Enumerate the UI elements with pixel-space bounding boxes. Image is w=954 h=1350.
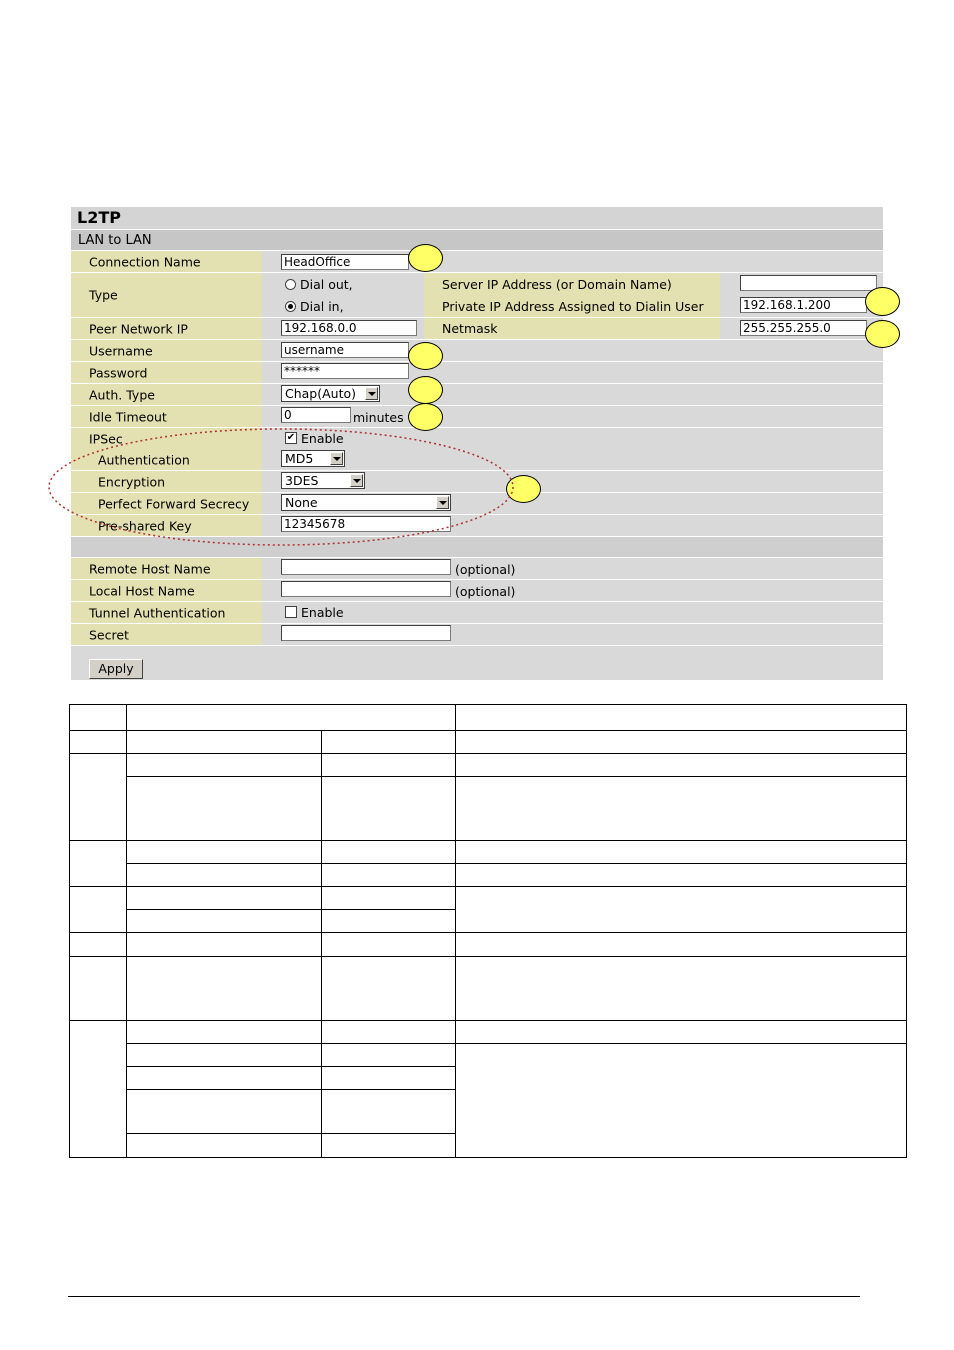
ipsec-enable-label: Enable	[301, 431, 344, 446]
callout-marker	[865, 287, 900, 316]
section-title: LAN to LAN	[78, 233, 152, 248]
username-label: Username	[89, 343, 153, 358]
ipsec-enable-checkbox[interactable]: ✔	[286, 432, 296, 443]
server-ip-label: Server IP Address (or Domain Name)	[442, 277, 672, 292]
row-local-host	[71, 580, 883, 601]
row-connection-name	[71, 251, 883, 272]
row-peer-network-ip	[71, 318, 883, 339]
type-subfield-labels	[424, 273, 720, 317]
netmask-label: Netmask	[442, 321, 498, 336]
idle-timeout-unit: minutes	[353, 410, 404, 425]
authentication-value: MD5	[285, 451, 314, 466]
row-auth-type	[71, 384, 883, 405]
preshared-key-input[interactable]: 12345678	[281, 516, 451, 532]
chevron-down-icon	[365, 387, 378, 400]
type-label: Type	[89, 287, 118, 303]
pfs-label: Perfect Forward Secrecy	[98, 496, 250, 511]
secret-input[interactable]	[281, 625, 451, 641]
row-remote-host	[71, 558, 883, 579]
auth-type-select[interactable]	[281, 385, 380, 402]
callout-marker	[408, 244, 443, 272]
row-secret	[71, 624, 883, 645]
row-password	[71, 362, 883, 383]
encryption-value: 3DES	[285, 473, 319, 488]
netmask-input[interactable]: 255.255.255.0	[740, 320, 867, 336]
ipsec-highlight-ellipse	[45, 425, 525, 553]
panel-title: L2TP	[77, 208, 121, 227]
dial-in-label: Dial in,	[300, 299, 344, 314]
dial-out-radio[interactable]	[285, 279, 296, 290]
panel-title-bar	[71, 207, 883, 229]
apply-row	[71, 646, 883, 680]
dial-in-radio[interactable]	[285, 301, 296, 312]
section-header	[71, 230, 883, 250]
row-tunnel-auth	[71, 602, 883, 623]
password-input[interactable]: ******	[281, 363, 409, 379]
authentication-label: Authentication	[98, 452, 190, 467]
remote-host-input[interactable]	[281, 559, 451, 575]
username-input[interactable]: username	[281, 342, 409, 358]
auth-type-label: Auth. Type	[89, 387, 155, 402]
tunnel-auth-enable-label: Enable	[301, 605, 344, 620]
password-label: Password	[89, 365, 148, 380]
secret-label: Secret	[89, 627, 129, 642]
tunnel-auth-checkbox[interactable]	[285, 606, 297, 618]
ipsec-label: IPSec	[89, 431, 123, 446]
peer-network-ip-input[interactable]: 192.168.0.0	[281, 320, 417, 336]
footer-divider	[68, 1296, 860, 1297]
callout-marker	[408, 376, 443, 404]
row-username	[71, 340, 883, 361]
server-ip-input[interactable]	[740, 275, 877, 291]
preshared-key-label: Pre-shared Key	[98, 518, 192, 533]
encryption-label: Encryption	[98, 474, 166, 489]
remote-host-hint: (optional)	[455, 562, 516, 577]
private-ip-input[interactable]: 192.168.1.200	[740, 297, 867, 313]
tunnel-auth-label: Tunnel Authentication	[89, 605, 226, 620]
private-ip-label: Private IP Address Assigned to Dialin User	[442, 299, 704, 314]
auth-type-value: Chap(Auto)	[285, 386, 357, 401]
row-idle-timeout	[71, 406, 883, 427]
peer-network-ip-label: Peer Network IP	[89, 321, 188, 336]
local-host-label: Local Host Name	[89, 583, 195, 598]
callout-marker	[408, 342, 443, 370]
row-type	[71, 273, 883, 317]
local-host-input[interactable]	[281, 581, 451, 597]
apply-button[interactable]: Apply	[89, 659, 143, 679]
idle-timeout-label: Idle Timeout	[89, 409, 167, 424]
connection-name-label: Connection Name	[89, 254, 201, 269]
callout-marker	[865, 320, 900, 348]
remote-host-label: Remote Host Name	[89, 561, 211, 576]
description-table	[69, 704, 907, 1158]
dial-out-label: Dial out,	[300, 277, 353, 292]
pfs-value: None	[285, 495, 318, 510]
connection-name-input[interactable]: HeadOffice	[281, 254, 409, 270]
idle-timeout-input[interactable]: 0	[281, 407, 351, 423]
local-host-hint: (optional)	[455, 584, 516, 599]
